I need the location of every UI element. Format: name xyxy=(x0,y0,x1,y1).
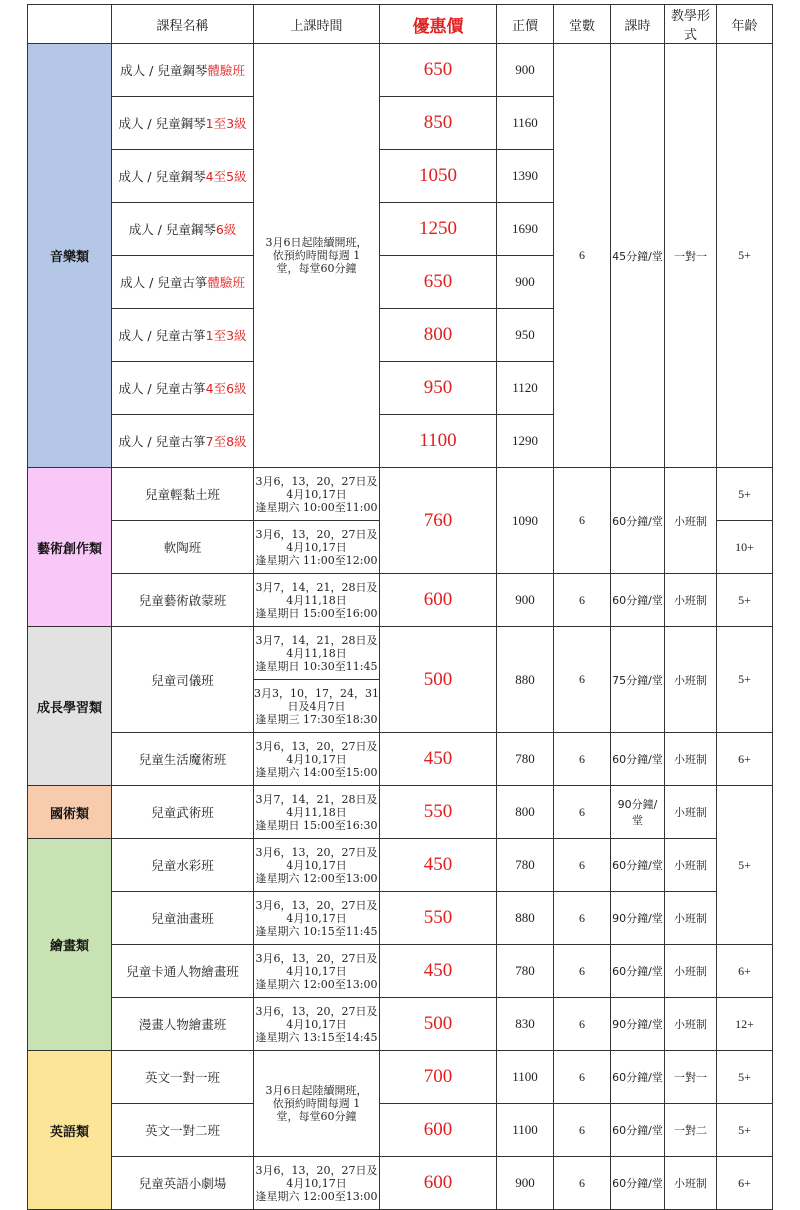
regular-price: 900 xyxy=(497,574,554,627)
course-level: 4至6級 xyxy=(205,381,247,396)
schedule-line: 逢星期六 10:15至11:45 xyxy=(255,924,378,938)
sale-price: 950 xyxy=(380,362,497,415)
course-level: 體驗班 xyxy=(207,275,245,290)
duration: 60分鐘/堂 xyxy=(611,468,665,574)
sale-price: 550 xyxy=(380,892,497,945)
course-name: 兒童司儀班 xyxy=(112,627,254,733)
course-name xyxy=(112,97,254,150)
schedule-line: 4月11,18日 xyxy=(286,593,347,607)
course-name: 漫畫人物繪畫班 xyxy=(112,998,254,1051)
header-lessons: 堂數 xyxy=(554,5,611,44)
regular-price: 1100 xyxy=(497,1104,554,1157)
table-row xyxy=(28,892,773,945)
schedule-line: 3月6，13，20，27日及 xyxy=(255,898,378,912)
schedule xyxy=(254,1157,380,1210)
sale-price: 650 xyxy=(380,256,497,309)
regular-price: 880 xyxy=(497,627,554,733)
course-name: 兒童藝術啟蒙班 xyxy=(112,574,254,627)
format: 小班制 xyxy=(665,892,717,945)
regular-price: 780 xyxy=(497,733,554,786)
duration: 60分鐘/堂 xyxy=(611,1104,665,1157)
schedule-line: 逢星期六 13:15至14:45 xyxy=(255,1030,378,1044)
course-name: 兒童油畫班 xyxy=(112,892,254,945)
schedule-line: 3月6，13，20，27日及 xyxy=(255,474,378,488)
course-level: 體驗班 xyxy=(207,63,245,78)
age: 5+ xyxy=(717,574,773,627)
sale-price: 1250 xyxy=(380,203,497,256)
schedule-line: 4月11,18日 xyxy=(286,805,347,819)
music-format: 一對一 xyxy=(665,44,717,468)
regular-price: 800 xyxy=(497,786,554,839)
lessons: 6 xyxy=(554,998,611,1051)
table-row xyxy=(28,998,773,1051)
course-name: 兒童英語小劇場 xyxy=(112,1157,254,1210)
schedule xyxy=(254,468,380,521)
course-name: 兒童武術班 xyxy=(112,786,254,839)
course-prefix: 成人 / 兒童鋼琴 xyxy=(120,63,208,78)
lessons: 6 xyxy=(554,574,611,627)
sale-price: 700 xyxy=(380,1051,497,1104)
category-painting: 繪畫類 xyxy=(28,839,112,1051)
age: 5+ xyxy=(717,468,773,521)
age: 5+ xyxy=(717,786,773,945)
duration: 60分鐘/堂 xyxy=(611,839,665,892)
schedule-line: 4月10,17日 xyxy=(286,1017,347,1031)
header-row xyxy=(28,5,773,44)
sale-price: 450 xyxy=(380,839,497,892)
duration: 60分鐘/堂 xyxy=(611,1051,665,1104)
course-name: 英文一對二班 xyxy=(112,1104,254,1157)
schedule-line: 逢星期日 15:00至16:30 xyxy=(255,818,378,832)
age: 6+ xyxy=(717,945,773,998)
course-price-table xyxy=(27,4,773,1210)
age: 6+ xyxy=(717,733,773,786)
course-name xyxy=(112,203,254,256)
sale-price: 1100 xyxy=(380,415,497,468)
schedule xyxy=(254,680,380,733)
music-age: 5+ xyxy=(717,44,773,468)
header-sale-price: 優惠價 xyxy=(380,5,497,44)
regular-price: 780 xyxy=(497,839,554,892)
regular-price: 1100 xyxy=(497,1051,554,1104)
duration: 75分鐘/堂 xyxy=(611,627,665,733)
sale-price: 500 xyxy=(380,998,497,1051)
table-row xyxy=(28,574,773,627)
schedule-line: 逢星期日 10:30至11:45 xyxy=(255,659,378,673)
category-english: 英語類 xyxy=(28,1051,112,1210)
format: 一對二 xyxy=(665,1104,717,1157)
category-music: 音樂類 xyxy=(28,44,112,468)
sale-price: 600 xyxy=(380,574,497,627)
regular-price: 1290 xyxy=(497,415,554,468)
regular-price: 1090 xyxy=(497,468,554,574)
course-name xyxy=(112,256,254,309)
music-duration: 45分鐘/堂 xyxy=(611,44,665,468)
table-row xyxy=(28,1104,773,1157)
course-name xyxy=(112,44,254,97)
age: 5+ xyxy=(717,1104,773,1157)
table-row xyxy=(28,468,773,521)
schedule-line: 逢星期六 12:00至13:00 xyxy=(255,977,378,991)
course-prefix: 成人 / 兒童鋼琴 xyxy=(118,169,206,184)
schedule-line: 日及4月7日 xyxy=(287,699,346,713)
header-format: 教學形式 xyxy=(665,5,717,44)
lessons: 6 xyxy=(554,733,611,786)
age: 5+ xyxy=(717,627,773,733)
schedule xyxy=(254,627,380,680)
schedule-line: 3月6，13，20，27日及 xyxy=(255,527,378,541)
lessons: 6 xyxy=(554,839,611,892)
course-prefix: 成人 / 兒童古箏 xyxy=(120,275,208,290)
schedule xyxy=(254,574,380,627)
schedule-line: 3月6，13，20，27日及 xyxy=(255,845,378,859)
age: 5+ xyxy=(717,1051,773,1104)
regular-price: 780 xyxy=(497,945,554,998)
regular-price: 830 xyxy=(497,998,554,1051)
course-prefix: 成人 / 兒童古箏 xyxy=(118,434,206,449)
course-name: 兒童水彩班 xyxy=(112,839,254,892)
course-name: 英文一對一班 xyxy=(112,1051,254,1104)
course-name: 兒童生活魔術班 xyxy=(112,733,254,786)
music-schedule: 3月6日起陸續開班，依預約時間每週 1堂，每堂60分鐘 xyxy=(254,44,380,468)
sale-price: 600 xyxy=(380,1104,497,1157)
course-level: 1至3級 xyxy=(205,116,247,131)
regular-price: 1690 xyxy=(497,203,554,256)
course-prefix: 成人 / 兒童古箏 xyxy=(118,328,206,343)
schedule-line: 3月6，13，20，27日及 xyxy=(255,739,378,753)
table-row xyxy=(28,733,773,786)
schedule-line: 4月10,17日 xyxy=(286,752,347,766)
format: 小班制 xyxy=(665,574,717,627)
sale-price: 850 xyxy=(380,97,497,150)
duration: 90分鐘/堂 xyxy=(611,892,665,945)
header-regular-price: 正價 xyxy=(497,5,554,44)
schedule xyxy=(254,998,380,1051)
schedule xyxy=(254,786,380,839)
schedule-line: 3月3，10，17，24，31 xyxy=(254,686,379,700)
schedule xyxy=(254,733,380,786)
schedule-line: 逢星期六 10:00至11:00 xyxy=(255,500,378,514)
lessons: 6 xyxy=(554,892,611,945)
schedule-line: 3月6，13，20，27日及 xyxy=(255,1004,378,1018)
schedule-line: 4月11,18日 xyxy=(286,646,347,660)
schedule-line: 逢星期三 17:30至18:30 xyxy=(255,712,378,726)
format: 小班制 xyxy=(665,945,717,998)
course-level: 4至5級 xyxy=(205,169,247,184)
duration: 90分鐘/堂 xyxy=(611,998,665,1051)
lessons: 6 xyxy=(554,1104,611,1157)
header-duration: 課時 xyxy=(611,5,665,44)
category-wushu: 國術類 xyxy=(28,786,112,839)
sale-price: 800 xyxy=(380,309,497,362)
age: 6+ xyxy=(717,1157,773,1210)
lessons: 6 xyxy=(554,786,611,839)
table-row xyxy=(28,839,773,892)
schedule-line: 逢星期六 12:00至13:00 xyxy=(255,871,378,885)
schedule-line: 3月7，14，21，28日及 xyxy=(255,633,378,647)
schedule xyxy=(254,945,380,998)
course-name: 軟陶班 xyxy=(112,521,254,574)
course-name: 兒童卡通人物繪畫班 xyxy=(112,945,254,998)
regular-price: 950 xyxy=(497,309,554,362)
table-row xyxy=(28,44,773,97)
schedule-line: 逢星期六 11:00至12:00 xyxy=(255,553,378,567)
format: 小班制 xyxy=(665,839,717,892)
schedule-line: 3月7，14，21，28日及 xyxy=(255,792,378,806)
header-corner xyxy=(28,5,112,44)
header-course-name: 課程名稱 xyxy=(112,5,254,44)
english-schedule: 3月6日起陸續開班，依預約時間每週 1堂，每堂60分鐘 xyxy=(254,1051,380,1157)
duration xyxy=(611,786,665,839)
sale-price: 1050 xyxy=(380,150,497,203)
schedule-line: 4月10,17日 xyxy=(286,911,347,925)
lessons: 6 xyxy=(554,1051,611,1104)
duration: 60分鐘/堂 xyxy=(611,1157,665,1210)
schedule-line: 4月10,17日 xyxy=(286,858,347,872)
format: 小班制 xyxy=(665,733,717,786)
duration: 60分鐘/堂 xyxy=(611,574,665,627)
age: 12+ xyxy=(717,998,773,1051)
schedule-line: 逢星期六 12:00至13:00 xyxy=(255,1189,378,1203)
duration: 60分鐘/堂 xyxy=(611,945,665,998)
schedule-line: 逢星期六 14:00至15:00 xyxy=(255,765,378,779)
format: 小班制 xyxy=(665,998,717,1051)
sale-price: 650 xyxy=(380,44,497,97)
schedule-line: 3月6，13，20，27日及 xyxy=(255,1163,378,1177)
category-growth: 成長學習類 xyxy=(28,627,112,786)
schedule-line: 3月7，14，21，28日及 xyxy=(255,580,378,594)
schedule xyxy=(254,521,380,574)
schedule-line: 3月6，13，20，27日及 xyxy=(255,951,378,965)
sale-price: 450 xyxy=(380,733,497,786)
course-name xyxy=(112,309,254,362)
course-prefix: 成人 / 兒童鋼琴 xyxy=(128,222,216,237)
category-art: 藝術創作類 xyxy=(28,468,112,627)
format: 小班制 xyxy=(665,1157,717,1210)
regular-price: 900 xyxy=(497,44,554,97)
schedule-line: 逢星期日 15:00至16:00 xyxy=(255,606,378,620)
regular-price: 900 xyxy=(497,1157,554,1210)
duration-line: 90分鐘/ xyxy=(617,798,658,811)
duration: 60分鐘/堂 xyxy=(611,733,665,786)
table-row xyxy=(28,786,773,839)
lessons: 6 xyxy=(554,1157,611,1210)
sale-price: 600 xyxy=(380,1157,497,1210)
course-level: 1至3級 xyxy=(205,328,247,343)
header-age: 年齡 xyxy=(717,5,773,44)
sale-price: 500 xyxy=(380,627,497,733)
lessons: 6 xyxy=(554,468,611,574)
course-name xyxy=(112,415,254,468)
regular-price: 1160 xyxy=(497,97,554,150)
schedule xyxy=(254,892,380,945)
header-schedule: 上課時間 xyxy=(254,5,380,44)
table-row xyxy=(28,627,773,680)
format: 小班制 xyxy=(665,786,717,839)
table-row xyxy=(28,1051,773,1104)
age: 10+ xyxy=(717,521,773,574)
course-prefix: 成人 / 兒童鋼琴 xyxy=(118,116,206,131)
course-name xyxy=(112,362,254,415)
schedule-line: 4月10,17日 xyxy=(286,964,347,978)
music-lessons: 6 xyxy=(554,44,611,468)
course-name xyxy=(112,150,254,203)
regular-price: 900 xyxy=(497,256,554,309)
lessons: 6 xyxy=(554,945,611,998)
schedule-line: 4月10,17日 xyxy=(286,487,347,501)
course-level: 6級 xyxy=(215,222,237,237)
duration-line: 堂 xyxy=(632,814,643,827)
regular-price: 1120 xyxy=(497,362,554,415)
format: 小班制 xyxy=(665,627,717,733)
regular-price: 880 xyxy=(497,892,554,945)
format: 一對一 xyxy=(665,1051,717,1104)
sale-price: 450 xyxy=(380,945,497,998)
course-level: 7至8級 xyxy=(205,434,247,449)
sale-price: 760 xyxy=(380,468,497,574)
lessons: 6 xyxy=(554,627,611,733)
sale-price: 550 xyxy=(380,786,497,839)
format: 小班制 xyxy=(665,468,717,574)
schedule-line: 4月10,17日 xyxy=(286,540,347,554)
table-row xyxy=(28,945,773,998)
regular-price: 1390 xyxy=(497,150,554,203)
table-row xyxy=(28,1157,773,1210)
course-name: 兒童輕黏土班 xyxy=(112,468,254,521)
schedule-line: 4月10,17日 xyxy=(286,1176,347,1190)
course-prefix: 成人 / 兒童古箏 xyxy=(118,381,206,396)
schedule xyxy=(254,839,380,892)
